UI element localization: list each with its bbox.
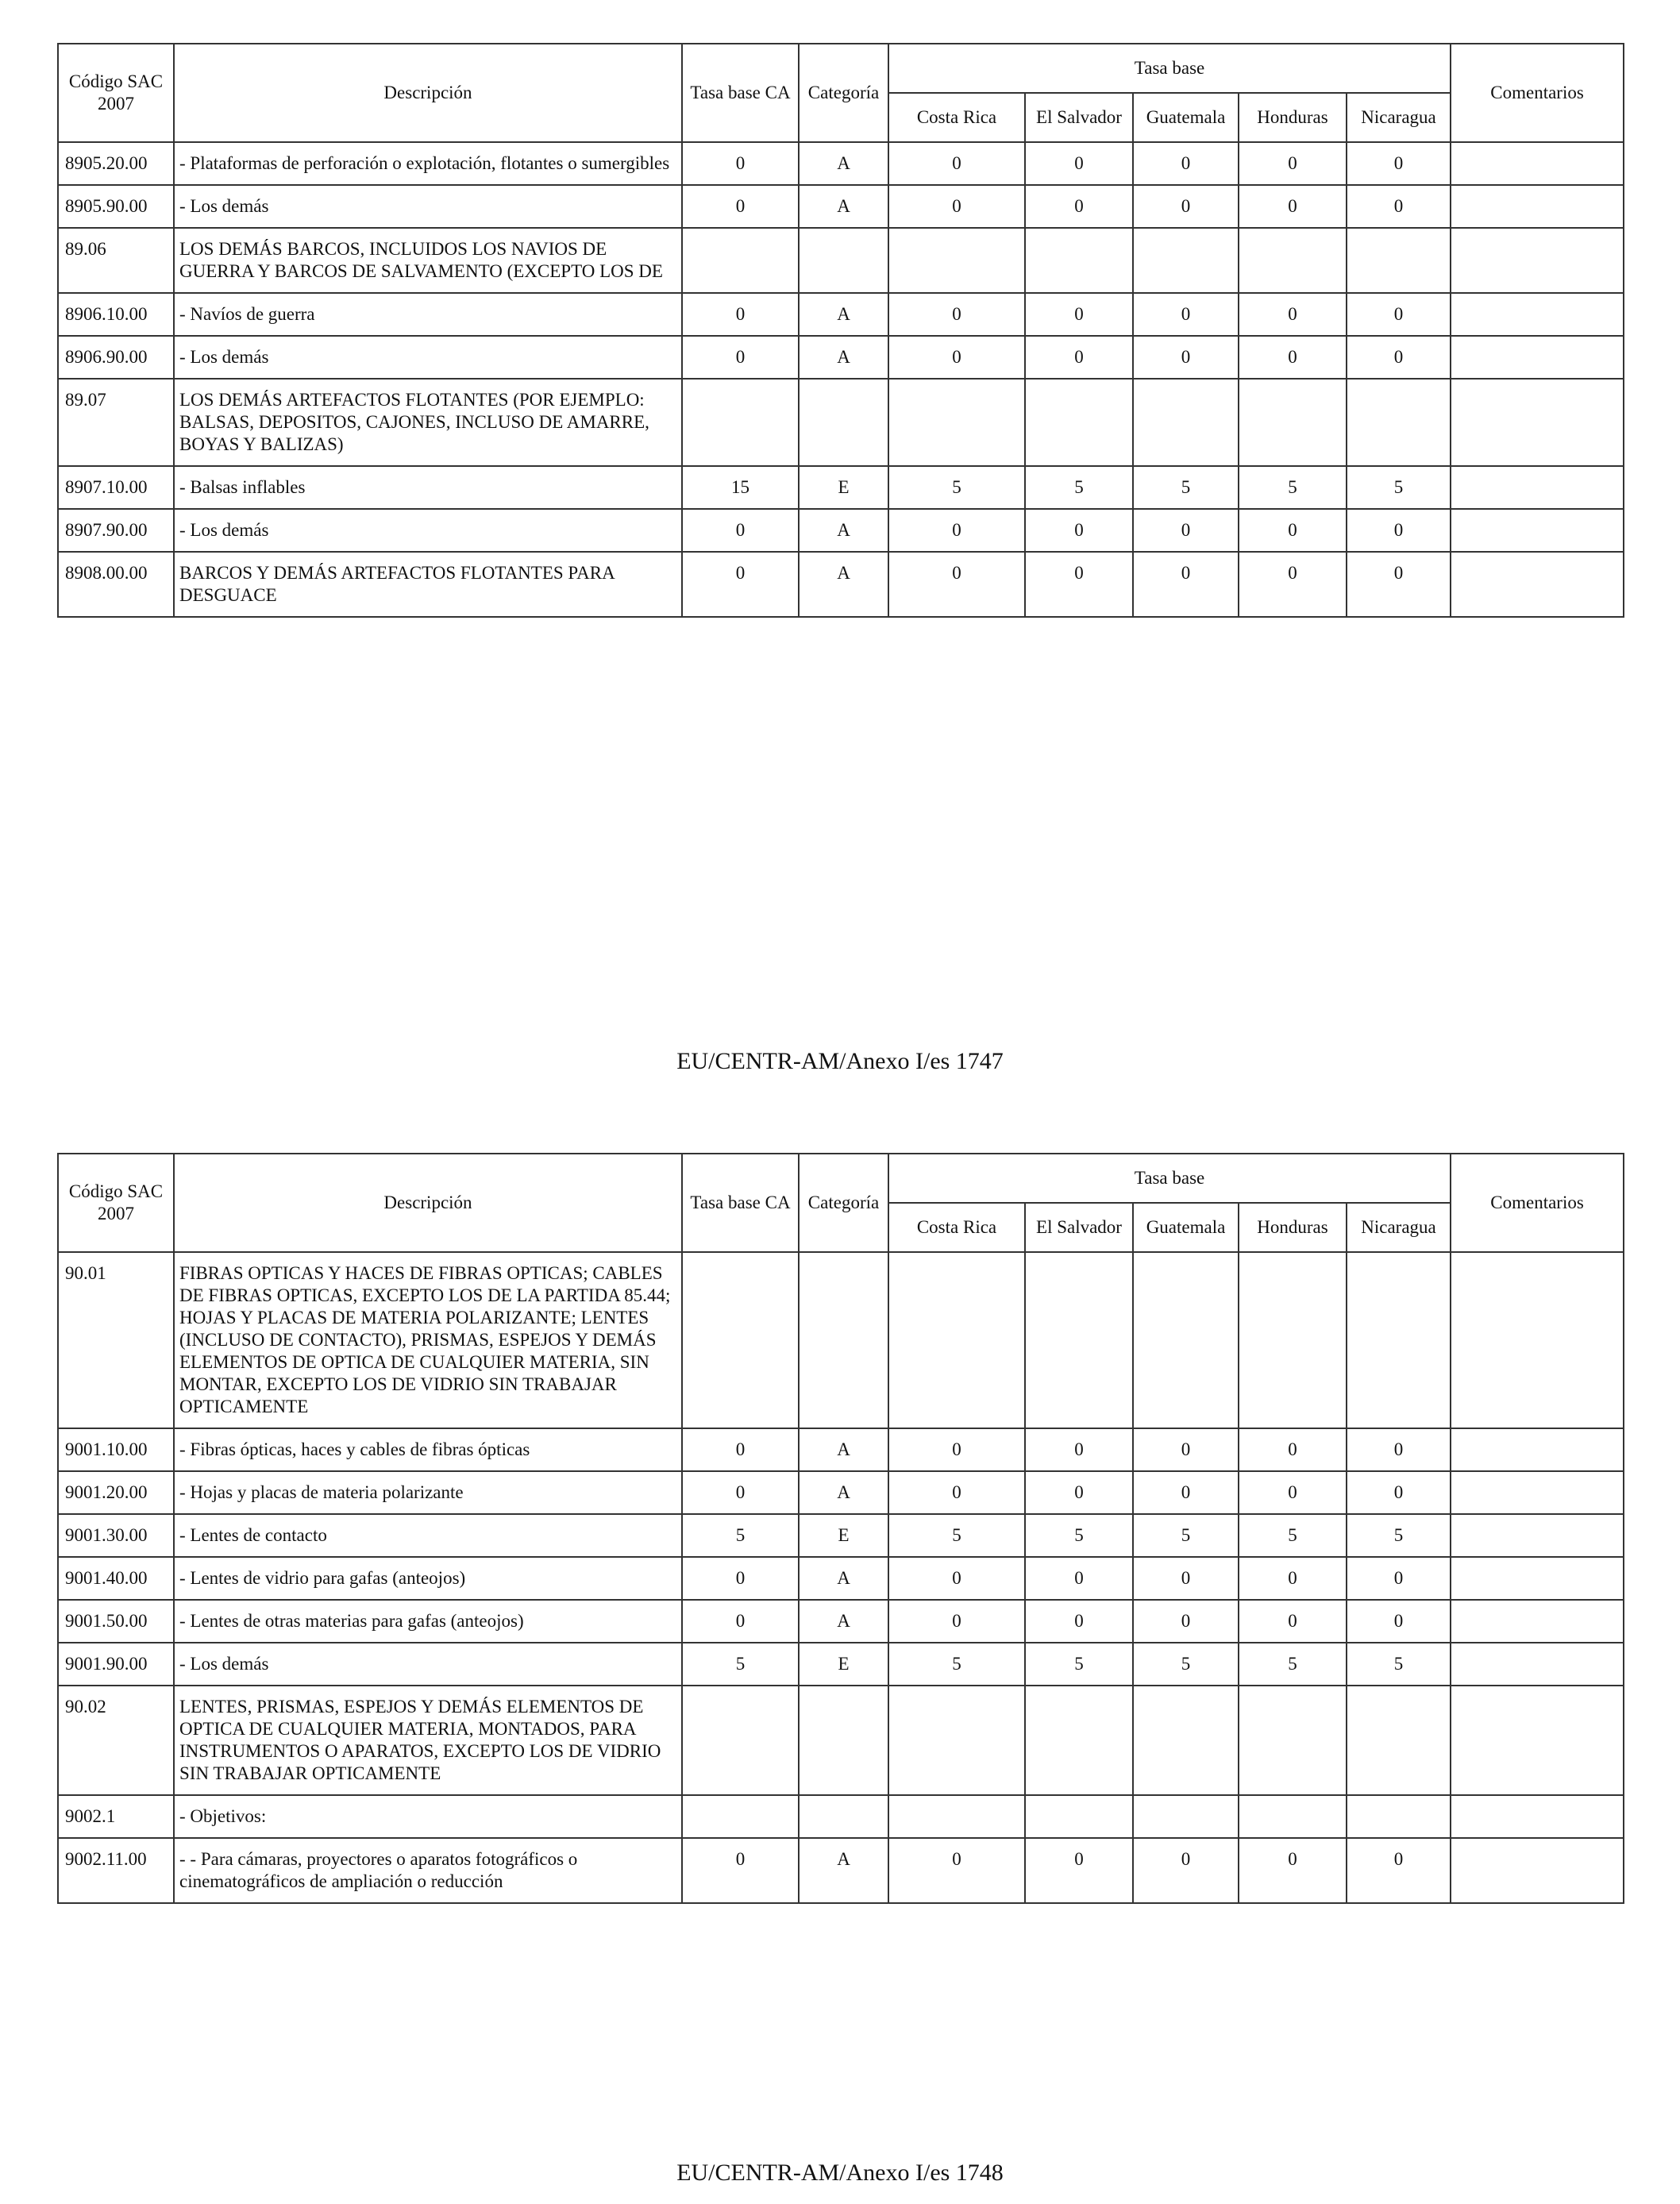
cell-nicaragua — [1347, 379, 1451, 466]
cell-nicaragua — [1347, 1795, 1451, 1838]
cell-categoria: A — [799, 1600, 888, 1643]
cell-costa-rica: 0 — [888, 1838, 1025, 1903]
cell-tasa-base-ca — [682, 379, 799, 466]
header-guatemala: Guatemala — [1133, 1203, 1239, 1252]
table-row — [58, 1838, 1624, 1903]
cell-nicaragua: 0 — [1347, 336, 1451, 379]
cell-categoria: A — [799, 185, 888, 228]
cell-el-salvador: 0 — [1025, 552, 1133, 617]
tariff-table — [57, 1153, 1624, 1904]
table-row — [58, 1428, 1624, 1471]
cell-guatemala: 0 — [1133, 1600, 1239, 1643]
cell-el-salvador — [1025, 228, 1133, 293]
cell-costa-rica: 0 — [888, 185, 1025, 228]
table-row — [58, 509, 1624, 552]
cell-costa-rica — [888, 228, 1025, 293]
cell-comentarios — [1451, 379, 1624, 466]
cell-tasa-base-ca: 15 — [682, 466, 799, 509]
cell-comentarios — [1451, 466, 1624, 509]
cell-costa-rica: 5 — [888, 1514, 1025, 1557]
cell-nicaragua: 0 — [1347, 1557, 1451, 1600]
cell-description: - Balsas inflables — [174, 466, 682, 509]
cell-nicaragua — [1347, 1686, 1451, 1795]
cell-honduras — [1239, 1686, 1347, 1795]
cell-nicaragua: 0 — [1347, 1600, 1451, 1643]
cell-costa-rica — [888, 1795, 1025, 1838]
cell-categoria: A — [799, 1428, 888, 1471]
cell-comentarios — [1451, 1795, 1624, 1838]
cell-honduras — [1239, 1252, 1347, 1428]
header-el-salvador: El Salvador — [1025, 93, 1133, 142]
table-row — [58, 466, 1624, 509]
cell-comentarios — [1451, 1838, 1624, 1903]
cell-honduras: 0 — [1239, 1557, 1347, 1600]
cell-tasa-base-ca: 0 — [682, 1471, 799, 1514]
cell-description: - Navíos de guerra — [174, 293, 682, 336]
cell-comentarios — [1451, 142, 1624, 185]
cell-comentarios — [1451, 1557, 1624, 1600]
cell-nicaragua: 0 — [1347, 1471, 1451, 1514]
cell-nicaragua: 0 — [1347, 1838, 1451, 1903]
page-footer: EU/CENTR-AM/Anexo I/es 1748 — [676, 2160, 1004, 2186]
table-row — [58, 336, 1624, 379]
cell-tasa-base-ca: 0 — [682, 1557, 799, 1600]
cell-nicaragua: 0 — [1347, 185, 1451, 228]
cell-guatemala: 0 — [1133, 1471, 1239, 1514]
cell-honduras — [1239, 228, 1347, 293]
cell-description: LOS DEMÁS BARCOS, INCLUIDOS LOS NAVIOS DE GUERRA Y BARCOS DE SALVAMENTO (EXCEPTO LOS DE — [174, 228, 682, 293]
table-row — [58, 379, 1624, 466]
header-tasa-base: Tasa base — [888, 1154, 1451, 1203]
cell-honduras: 0 — [1239, 1600, 1347, 1643]
table-header — [58, 44, 1624, 142]
cell-categoria: A — [799, 1838, 888, 1903]
cell-nicaragua: 0 — [1347, 293, 1451, 336]
cell-categoria — [799, 379, 888, 466]
cell-comentarios — [1451, 1686, 1624, 1795]
cell-comentarios — [1451, 1428, 1624, 1471]
cell-description: - Objetivos: — [174, 1795, 682, 1838]
cell-categoria: A — [799, 293, 888, 336]
cell-code: 90.01 — [58, 1252, 174, 1428]
cell-guatemala — [1133, 1686, 1239, 1795]
table-row — [58, 1643, 1624, 1686]
cell-nicaragua: 0 — [1347, 509, 1451, 552]
cell-costa-rica — [888, 379, 1025, 466]
cell-costa-rica: 0 — [888, 336, 1025, 379]
header-costa-rica: Costa Rica — [888, 93, 1025, 142]
table-row — [58, 1557, 1624, 1600]
cell-el-salvador — [1025, 379, 1133, 466]
cell-costa-rica: 5 — [888, 466, 1025, 509]
cell-description: LOS DEMÁS ARTEFACTOS FLOTANTES (POR EJEMPLO: BALSAS, DEPOSITOS, CAJONES, INCLUSO DE AMARRE, BOYAS Y BALIZAS) — [174, 379, 682, 466]
cell-categoria: E — [799, 1514, 888, 1557]
cell-code: 9001.40.00 — [58, 1557, 174, 1600]
cell-code: 8906.10.00 — [58, 293, 174, 336]
cell-description: - Lentes de vidrio para gafas (anteojos) — [174, 1557, 682, 1600]
header-description: Descripción — [174, 1154, 682, 1252]
cell-guatemala — [1133, 228, 1239, 293]
cell-code: 8907.10.00 — [58, 466, 174, 509]
cell-categoria — [799, 1686, 888, 1795]
table-row — [58, 1795, 1624, 1838]
cell-honduras: 0 — [1239, 1838, 1347, 1903]
table-header — [58, 1154, 1624, 1252]
cell-code: 90.02 — [58, 1686, 174, 1795]
cell-code: 9001.30.00 — [58, 1514, 174, 1557]
cell-code: 9002.11.00 — [58, 1838, 174, 1903]
cell-tasa-base-ca: 0 — [682, 1600, 799, 1643]
cell-comentarios — [1451, 228, 1624, 293]
cell-tasa-base-ca — [682, 1686, 799, 1795]
cell-categoria: E — [799, 466, 888, 509]
cell-tasa-base-ca: 0 — [682, 293, 799, 336]
cell-tasa-base-ca: 0 — [682, 1428, 799, 1471]
table-row — [58, 142, 1624, 185]
cell-description: LENTES, PRISMAS, ESPEJOS Y DEMÁS ELEMENTOS DE OPTICA DE CUALQUIER MATERIA, MONTADOS, PARA INSTRUMENTOS O APARATOS, EXCEPTO LOS DE VIDRIO SIN TRABAJAR OPTICAMENTE — [174, 1686, 682, 1795]
cell-honduras: 0 — [1239, 142, 1347, 185]
cell-honduras: 5 — [1239, 466, 1347, 509]
cell-description: - Hojas y placas de materia polarizante — [174, 1471, 682, 1514]
cell-comentarios — [1451, 509, 1624, 552]
cell-el-salvador: 5 — [1025, 1514, 1133, 1557]
cell-el-salvador: 0 — [1025, 1428, 1133, 1471]
cell-code: 8905.20.00 — [58, 142, 174, 185]
cell-el-salvador: 0 — [1025, 1838, 1133, 1903]
header-comentarios: Comentarios — [1451, 44, 1624, 142]
cell-description: FIBRAS OPTICAS Y HACES DE FIBRAS OPTICAS; CABLES DE FIBRAS OPTICAS, EXCEPTO LOS DE LA PARTIDA 85.44; HOJAS Y PLACAS DE MATERIA POLARIZANTE; LENTES (INCLUSO DE CONTACTO), PRISMAS, ESPEJOS Y DEMÁS ELEMENTOS DE OPTICA DE CUALQUIER MATERIA, SIN MONTAR, EXCEPTO LOS DE VIDRIO SIN TRABAJAR OPTICAMENTE — [174, 1252, 682, 1428]
cell-nicaragua: 5 — [1347, 466, 1451, 509]
cell-guatemala: 0 — [1133, 293, 1239, 336]
cell-categoria — [799, 1795, 888, 1838]
cell-description: - Plataformas de perforación o explotación, flotantes o sumergibles — [174, 142, 682, 185]
cell-categoria: E — [799, 1643, 888, 1686]
cell-guatemala: 0 — [1133, 142, 1239, 185]
table-row — [58, 293, 1624, 336]
cell-categoria — [799, 228, 888, 293]
header-categoria: Categoría — [799, 44, 888, 142]
header-nicaragua: Nicaragua — [1347, 93, 1451, 142]
cell-categoria: A — [799, 142, 888, 185]
cell-guatemala: 5 — [1133, 466, 1239, 509]
cell-code: 9001.10.00 — [58, 1428, 174, 1471]
cell-description: BARCOS Y DEMÁS ARTEFACTOS FLOTANTES PARA DESGUACE — [174, 552, 682, 617]
cell-comentarios — [1451, 552, 1624, 617]
cell-code: 89.06 — [58, 228, 174, 293]
cell-code: 89.07 — [58, 379, 174, 466]
cell-categoria: A — [799, 509, 888, 552]
cell-costa-rica: 5 — [888, 1643, 1025, 1686]
header-categoria: Categoría — [799, 1154, 888, 1252]
cell-guatemala: 0 — [1133, 185, 1239, 228]
cell-code: 9001.20.00 — [58, 1471, 174, 1514]
cell-code: 8906.90.00 — [58, 336, 174, 379]
cell-el-salvador: 0 — [1025, 1471, 1133, 1514]
cell-tasa-base-ca: 0 — [682, 509, 799, 552]
cell-comentarios — [1451, 1600, 1624, 1643]
table-row — [58, 228, 1624, 293]
cell-nicaragua: 5 — [1347, 1643, 1451, 1686]
cell-tasa-base-ca: 0 — [682, 552, 799, 617]
cell-categoria: A — [799, 336, 888, 379]
cell-el-salvador: 0 — [1025, 142, 1133, 185]
cell-comentarios — [1451, 1471, 1624, 1514]
header-description: Descripción — [174, 44, 682, 142]
table-row — [58, 1471, 1624, 1514]
cell-costa-rica: 0 — [888, 142, 1025, 185]
table-row — [58, 1252, 1624, 1428]
cell-costa-rica: 0 — [888, 509, 1025, 552]
cell-description: - Lentes de contacto — [174, 1514, 682, 1557]
header-tasa-base-ca: Tasa base CA — [682, 1154, 799, 1252]
header-el-salvador: El Salvador — [1025, 1203, 1133, 1252]
cell-honduras — [1239, 379, 1347, 466]
table-row — [58, 552, 1624, 617]
cell-el-salvador — [1025, 1252, 1133, 1428]
cell-tasa-base-ca: 5 — [682, 1514, 799, 1557]
cell-guatemala: 0 — [1133, 1838, 1239, 1903]
table-row — [58, 1514, 1624, 1557]
cell-tasa-base-ca: 0 — [682, 1838, 799, 1903]
cell-costa-rica: 0 — [888, 1428, 1025, 1471]
header-tasa-base-ca: Tasa base CA — [682, 44, 799, 142]
cell-costa-rica: 0 — [888, 1600, 1025, 1643]
cell-description: - Los demás — [174, 336, 682, 379]
cell-guatemala: 0 — [1133, 336, 1239, 379]
header-guatemala: Guatemala — [1133, 93, 1239, 142]
cell-description: - Fibras ópticas, haces y cables de fibras ópticas — [174, 1428, 682, 1471]
cell-honduras: 0 — [1239, 293, 1347, 336]
cell-code: 8908.00.00 — [58, 552, 174, 617]
cell-comentarios — [1451, 1514, 1624, 1557]
header-costa-rica: Costa Rica — [888, 1203, 1025, 1252]
cell-nicaragua — [1347, 1252, 1451, 1428]
table-row — [58, 1600, 1624, 1643]
header-honduras: Honduras — [1239, 1203, 1347, 1252]
page-footer: EU/CENTR-AM/Anexo I/es 1747 — [676, 1048, 1004, 1074]
cell-tasa-base-ca — [682, 1252, 799, 1428]
cell-el-salvador: 0 — [1025, 1557, 1133, 1600]
cell-guatemala — [1133, 1252, 1239, 1428]
cell-nicaragua: 5 — [1347, 1514, 1451, 1557]
header-nicaragua: Nicaragua — [1347, 1203, 1451, 1252]
cell-honduras: 0 — [1239, 1428, 1347, 1471]
header-tasa-base: Tasa base — [888, 44, 1451, 93]
cell-categoria: A — [799, 1557, 888, 1600]
cell-honduras: 0 — [1239, 185, 1347, 228]
cell-nicaragua: 0 — [1347, 142, 1451, 185]
cell-honduras: 5 — [1239, 1643, 1347, 1686]
cell-guatemala — [1133, 379, 1239, 466]
cell-code: 9001.90.00 — [58, 1643, 174, 1686]
cell-description: - Los demás — [174, 185, 682, 228]
cell-description: - Lentes de otras materias para gafas (anteojos) — [174, 1600, 682, 1643]
header-honduras: Honduras — [1239, 93, 1347, 142]
cell-code: 9001.50.00 — [58, 1600, 174, 1643]
cell-guatemala: 5 — [1133, 1514, 1239, 1557]
cell-nicaragua — [1347, 228, 1451, 293]
table-row — [58, 185, 1624, 228]
cell-costa-rica: 0 — [888, 293, 1025, 336]
cell-categoria: A — [799, 552, 888, 617]
cell-description: - - Para cámaras, proyectores o aparatos fotográficos o cinematográficos de ampliación o reducción — [174, 1838, 682, 1903]
cell-costa-rica — [888, 1686, 1025, 1795]
cell-honduras — [1239, 1795, 1347, 1838]
cell-el-salvador: 0 — [1025, 1600, 1133, 1643]
cell-tasa-base-ca — [682, 1795, 799, 1838]
cell-el-salvador: 0 — [1025, 293, 1133, 336]
cell-costa-rica: 0 — [888, 1471, 1025, 1514]
cell-categoria: A — [799, 1471, 888, 1514]
cell-costa-rica: 0 — [888, 552, 1025, 617]
cell-description: - Los demás — [174, 509, 682, 552]
cell-el-salvador — [1025, 1795, 1133, 1838]
cell-guatemala: 0 — [1133, 509, 1239, 552]
cell-honduras: 0 — [1239, 552, 1347, 617]
cell-comentarios — [1451, 1252, 1624, 1428]
cell-tasa-base-ca: 0 — [682, 185, 799, 228]
cell-el-salvador: 5 — [1025, 466, 1133, 509]
header-code: Código SAC 2007 — [58, 44, 174, 142]
cell-el-salvador — [1025, 1686, 1133, 1795]
tariff-table — [57, 43, 1624, 618]
cell-el-salvador: 0 — [1025, 185, 1133, 228]
cell-comentarios — [1451, 336, 1624, 379]
cell-guatemala: 0 — [1133, 1428, 1239, 1471]
cell-guatemala: 0 — [1133, 1557, 1239, 1600]
cell-code: 8905.90.00 — [58, 185, 174, 228]
cell-honduras: 0 — [1239, 336, 1347, 379]
cell-code: 8907.90.00 — [58, 509, 174, 552]
cell-costa-rica — [888, 1252, 1025, 1428]
cell-el-salvador: 5 — [1025, 1643, 1133, 1686]
cell-costa-rica: 0 — [888, 1557, 1025, 1600]
cell-description: - Los demás — [174, 1643, 682, 1686]
cell-comentarios — [1451, 1643, 1624, 1686]
table-row — [58, 1686, 1624, 1795]
cell-tasa-base-ca: 0 — [682, 336, 799, 379]
cell-nicaragua: 0 — [1347, 1428, 1451, 1471]
cell-categoria — [799, 1252, 888, 1428]
cell-comentarios — [1451, 185, 1624, 228]
cell-honduras: 0 — [1239, 509, 1347, 552]
cell-el-salvador: 0 — [1025, 509, 1133, 552]
cell-nicaragua: 0 — [1347, 552, 1451, 617]
cell-tasa-base-ca: 5 — [682, 1643, 799, 1686]
cell-el-salvador: 0 — [1025, 336, 1133, 379]
cell-code: 9002.1 — [58, 1795, 174, 1838]
cell-comentarios — [1451, 293, 1624, 336]
cell-guatemala: 0 — [1133, 552, 1239, 617]
header-comentarios: Comentarios — [1451, 1154, 1624, 1252]
cell-guatemala — [1133, 1795, 1239, 1838]
header-code: Código SAC 2007 — [58, 1154, 174, 1252]
cell-tasa-base-ca — [682, 228, 799, 293]
cell-tasa-base-ca: 0 — [682, 142, 799, 185]
cell-honduras: 0 — [1239, 1471, 1347, 1514]
cell-honduras: 5 — [1239, 1514, 1347, 1557]
cell-guatemala: 5 — [1133, 1643, 1239, 1686]
